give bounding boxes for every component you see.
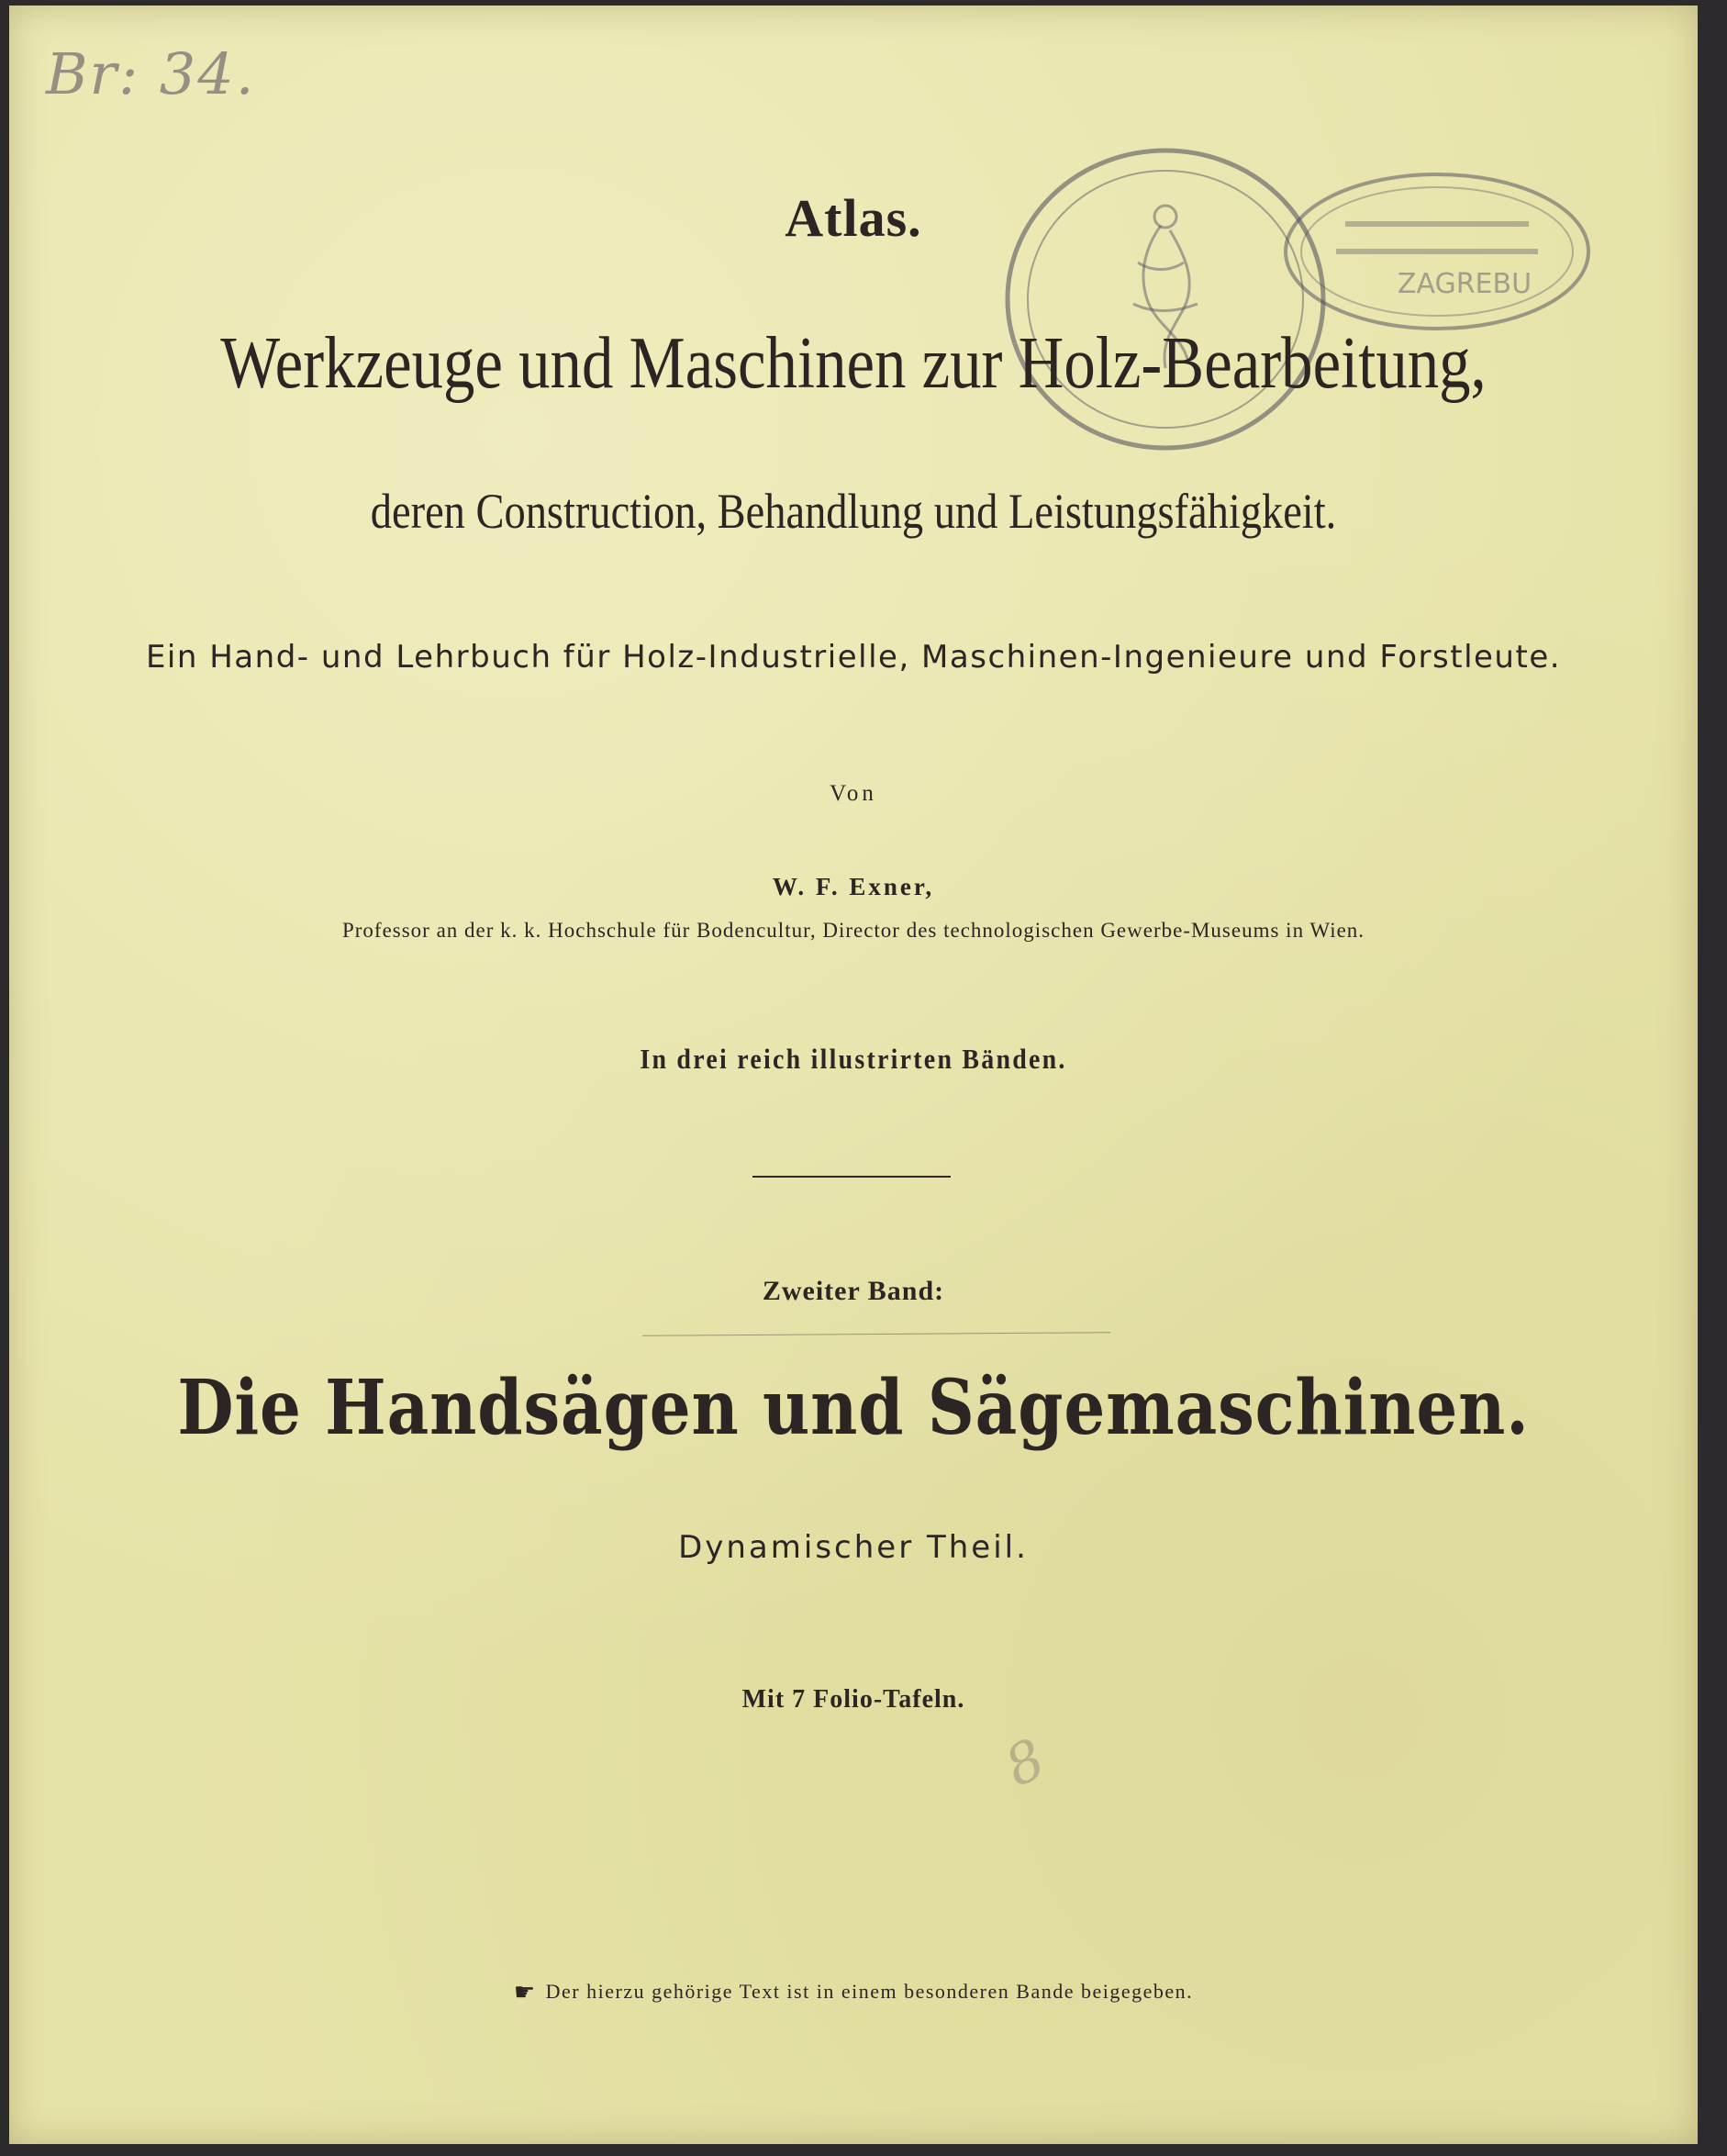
volumes-note: In drei reich illustrirten Bänden.	[640, 1043, 1067, 1075]
pointing-hand-icon: ☛	[513, 1979, 537, 2005]
volume-title: Die Handsägen und Sägemaschinen.	[177, 1364, 1530, 1452]
footnote-text: Der hierzu gehörige Text ist in einem besonderen Bande beigegeben.	[545, 1980, 1194, 2003]
oval-stamp-text: ZAGREBU	[1397, 268, 1532, 300]
pencil-mark: 8	[995, 1726, 1055, 1800]
handwritten-shelfmark: Br: 34.	[46, 40, 256, 107]
book-description: Ein Hand- und Lehrbuch für Holz-Industrielle, Maschinen-Ingenieure und Forstleute.	[145, 639, 1562, 676]
plates-count: Mit 7 Folio-Tafeln.	[741, 1685, 965, 1714]
author-affiliation: Professor an der k. k. Hochschule für Bodencultur, Director des technologischen Gewerbe-Museums in Wien.	[341, 919, 1365, 942]
part-label: Dynamischer Theil.	[678, 1529, 1029, 1566]
book-title: Werkzeuge und Maschinen zur Holz-Bearbeitung,	[220, 323, 1487, 404]
title-page	[9, 6, 1698, 2144]
book-subtitle: deren Construction, Behandlung und Leistungsfähigkeit.	[370, 484, 1337, 539]
footnote	[9, 1979, 1698, 2006]
divider-rule	[752, 1176, 951, 1178]
faint-divider	[642, 1332, 1110, 1336]
volume-label: Zweiter Band:	[762, 1276, 945, 1306]
book-heading: Atlas.	[785, 188, 922, 248]
by-label: Von	[830, 781, 877, 806]
author-name: W. F. Exner,	[772, 873, 935, 900]
